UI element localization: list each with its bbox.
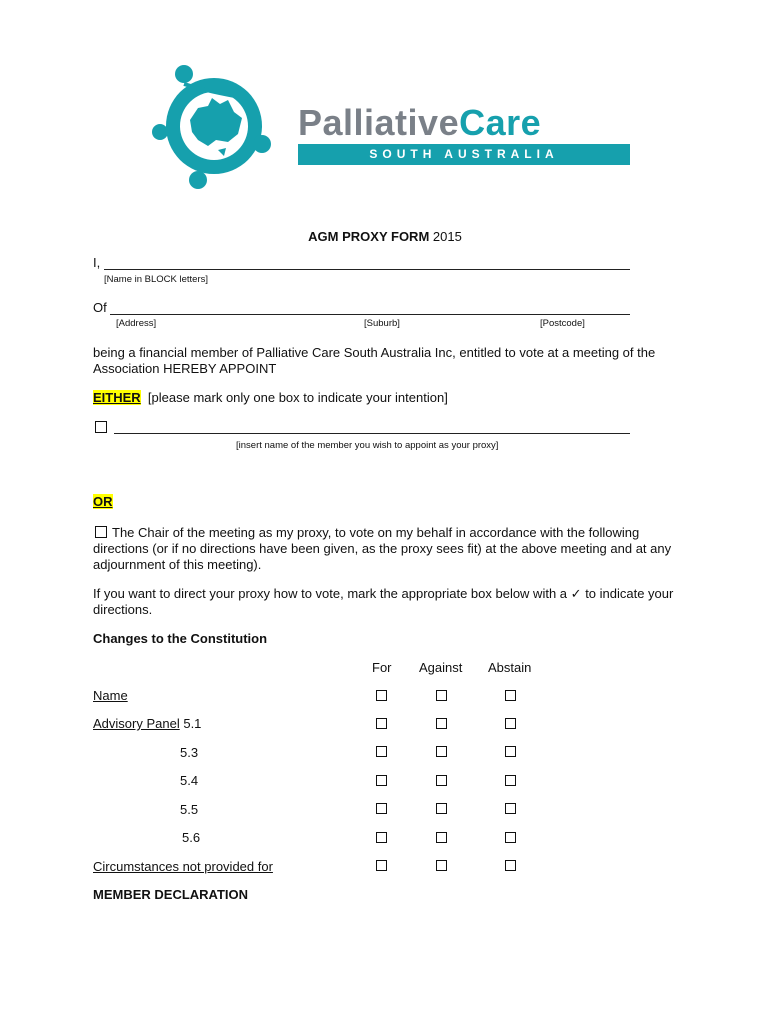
- column-header-against: Against: [419, 660, 463, 675]
- title-text: AGM PROXY FORM: [308, 229, 430, 244]
- logo: [150, 62, 632, 190]
- either-line: [93, 390, 448, 406]
- for-checkbox[interactable]: [376, 775, 387, 786]
- for-checkbox[interactable]: [376, 718, 387, 729]
- address-hint: [Address]: [116, 318, 157, 329]
- chair-statement: The Chair of the meeting as my proxy, to vote on my behalf in accordance with the following directions (or if no directions have been given, as the proxy sees fit) at the above meeting and at any adjournment of this meeting).: [93, 525, 672, 572]
- abstain-checkbox[interactable]: [505, 803, 516, 814]
- address-field[interactable]: [110, 314, 630, 315]
- member-declaration-title: MEMBER DECLARATION: [93, 887, 249, 902]
- abstain-checkbox[interactable]: [505, 690, 516, 701]
- check-mark-icon: ✓: [570, 586, 582, 601]
- for-checkbox[interactable]: [376, 832, 387, 843]
- abstain-checkbox[interactable]: [505, 718, 516, 729]
- logo-subtitle-bar: SOUTH AUSTRALIA: [298, 144, 630, 165]
- abstain-checkbox[interactable]: [505, 832, 516, 843]
- suburb-hint: [Suburb]: [364, 318, 400, 329]
- member-statement: being a financial member of Palliative Care South Australia Inc, entitled to vote at a meeting of the Association HEREBY APPOINT: [93, 345, 656, 376]
- row-label: Circumstances not provided for: [93, 859, 273, 874]
- name-field[interactable]: [104, 269, 630, 270]
- proxy-name-field[interactable]: [114, 433, 630, 434]
- row-label: 5.6: [182, 830, 201, 845]
- logo-word-palliative: Palliative: [298, 102, 460, 143]
- column-header-for: For: [372, 660, 392, 675]
- against-checkbox[interactable]: [436, 775, 447, 786]
- proxy-checkbox[interactable]: [95, 421, 107, 433]
- against-checkbox[interactable]: [436, 718, 447, 729]
- abstain-checkbox[interactable]: [505, 746, 516, 757]
- logo-word-care: Care: [459, 102, 542, 143]
- i-label: I,: [93, 255, 101, 270]
- against-checkbox[interactable]: [436, 746, 447, 757]
- row-label: Advisory Panel 5.1: [93, 716, 202, 731]
- of-label: Of: [93, 300, 107, 315]
- against-checkbox[interactable]: [436, 860, 447, 871]
- proxy-hint: [insert name of the member you wish to appoint as your proxy]: [236, 440, 499, 451]
- either-instruction: [please mark only one box to indicate your intention]: [147, 390, 448, 405]
- or-label: OR: [93, 494, 113, 509]
- row-label: Name: [93, 688, 128, 703]
- postcode-hint: [Postcode]: [540, 318, 585, 329]
- name-hint: [Name in BLOCK letters]: [104, 274, 209, 285]
- row-label: 5.5: [180, 802, 199, 817]
- for-checkbox[interactable]: [376, 860, 387, 871]
- for-checkbox[interactable]: [376, 746, 387, 757]
- for-checkbox[interactable]: [376, 690, 387, 701]
- against-checkbox[interactable]: [436, 690, 447, 701]
- direction-instruction: If you want to direct your proxy how to vote, mark the appropriate box below with a ✓ to indicate your directions.: [93, 586, 674, 617]
- row-label: 5.3: [180, 745, 199, 760]
- abstain-checkbox[interactable]: [505, 775, 516, 786]
- against-checkbox[interactable]: [436, 803, 447, 814]
- page-title: [0, 229, 770, 245]
- row-label: 5.4: [180, 773, 199, 788]
- either-label: EITHER: [93, 390, 141, 405]
- column-header-abstain: Abstain: [488, 660, 532, 675]
- against-checkbox[interactable]: [436, 832, 447, 843]
- for-checkbox[interactable]: [376, 803, 387, 814]
- title-year: 2015: [429, 229, 462, 244]
- abstain-checkbox[interactable]: [505, 860, 516, 871]
- section-title: Changes to the Constitution: [93, 631, 268, 646]
- logo-emblem-icon: [150, 62, 280, 190]
